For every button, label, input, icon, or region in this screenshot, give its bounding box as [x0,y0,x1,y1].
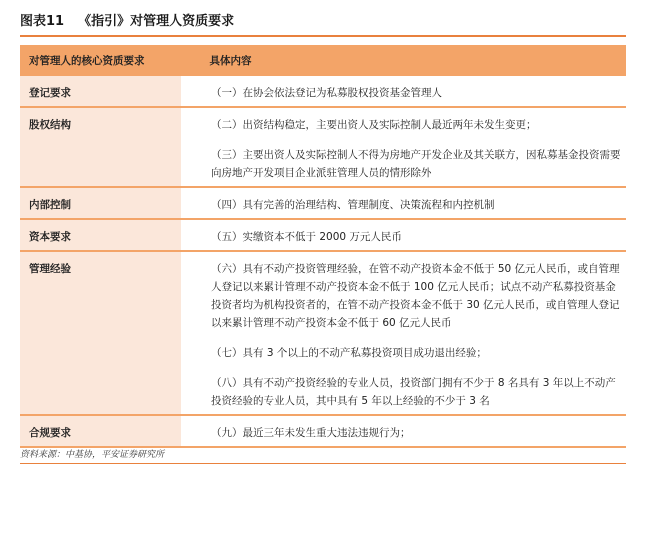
content-item: （九）最近三年未发生重大违法违规行为； [211,427,411,439]
header-content: 具体内容 [182,45,627,76]
row-content [182,107,627,187]
row-key: 股权结构 [20,107,182,187]
row-content [182,187,627,219]
figure [20,0,626,464]
content-item: （七）具有 3 个以上的不动产私募投资项目成功退出经验； [211,347,487,359]
table-header-row [20,45,626,76]
row-key: 内部控制 [20,187,182,219]
requirements-table [20,45,626,448]
content-item: （八）具有不动产投资经验的专业人员，投资部门拥有不少于 8 名具有 3 年以上不动产投资经验的专业人员，其中具有 5 年以上经验的不少于 3 名 [211,377,616,407]
header-requirement: 对管理人的核心资质要求 [20,45,182,76]
table-row [20,76,626,107]
content-item: （三）主要出资人及实际控制人不得为房地产开发企业及其关联方，因私募基金投资需要向房地产开发项目企业派驻管理人员的情形除外 [211,149,621,179]
source-note: 资料来源：中基协，平安证券研究所 [20,450,165,460]
content-item: （一）在协会依法登记为私募股权投资基金管理人 [211,87,442,99]
content-item: （六）具有不动产投资管理经验，在管不动产投资本金不低于 50 亿元人民币，或自管理人登记以来累计管理不动产投资本金不低于 100 亿元人民币；试点不动产私募投资基金投资者均为机构投资者的，在管不动产投资本金不低于 30 亿元人民币，或自管理人登记以来累计管理不动产投资本金不低于 60 亿元人民币 [211,263,620,329]
row-content [182,219,627,251]
table-row [20,219,626,251]
table-row [20,415,626,447]
row-key: 登记要求 [20,76,182,107]
content-item: （二）出资结构稳定，主要出资人及实际控制人最近两年未发生变更； [211,119,537,131]
figure-number: 图表11 [20,14,65,29]
figure-caption: 《指引》对管理人资质要求 [78,14,235,29]
row-content [182,76,627,107]
content-item: （四）具有完善的治理结构、管理制度、决策流程和内控机制 [211,199,495,211]
row-content [182,251,627,415]
bottom-rule [20,463,626,464]
row-content [182,415,627,447]
top-rule [20,35,626,37]
row-key: 资本要求 [20,219,182,251]
table-row [20,251,626,415]
content-item: （五）实缴资本不低于 2000 万元人民币 [211,231,402,243]
table-row [20,107,626,187]
table-row [20,187,626,219]
figure-title [20,10,626,34]
row-key: 管理经验 [20,251,182,415]
row-key: 合规要求 [20,415,182,447]
